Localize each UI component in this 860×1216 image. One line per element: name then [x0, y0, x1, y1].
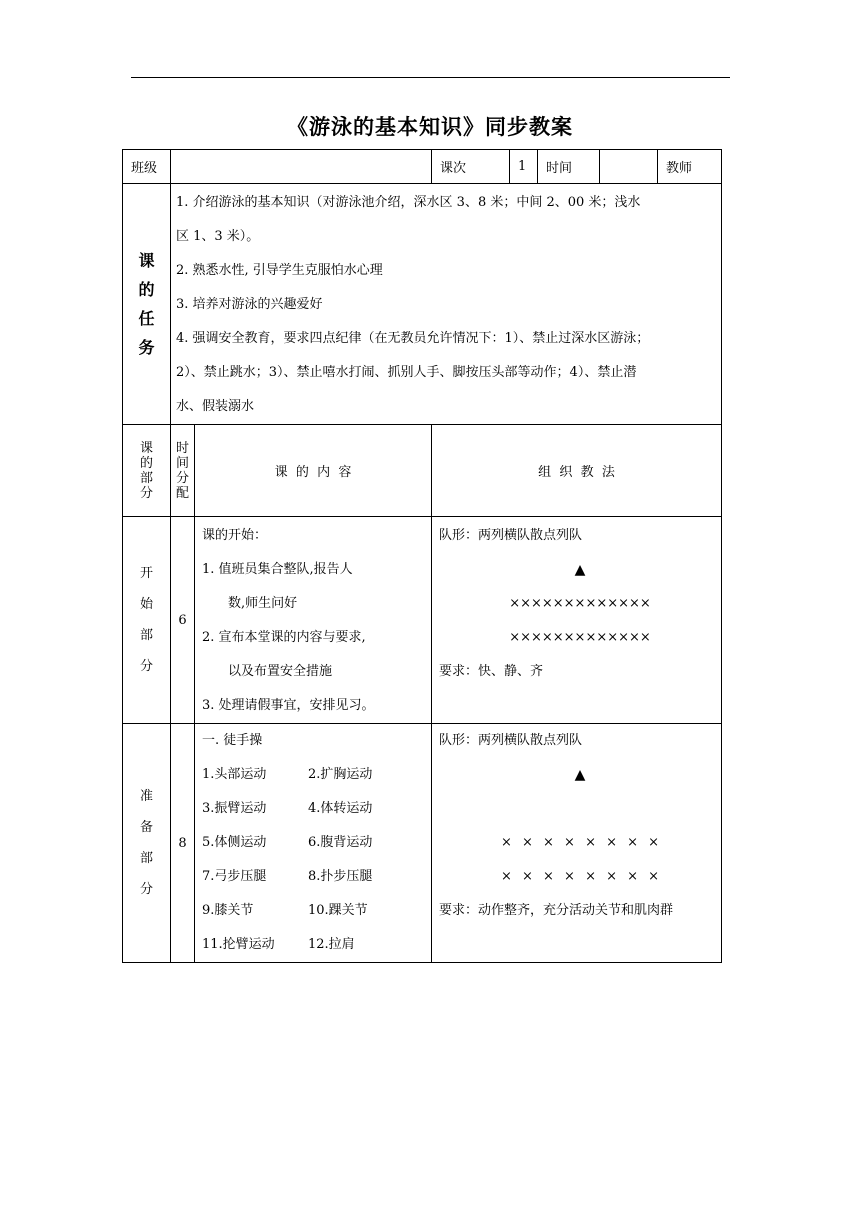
- task-item-4: 4. 强调安全教育，要求四点纪律（在无教员允许情况下：1）、禁止过深水区游泳； 2）、禁止跳水；3）、禁止嘻水打闹、抓别人手、脚按压头部等动作；4）、禁止潜 水、假装溺水: [176, 331, 650, 414]
- column-header-row: [123, 425, 722, 517]
- prep-minutes: 8: [171, 724, 195, 963]
- start-section-name: 开 始 部 分: [123, 517, 171, 724]
- exercise-item: 2.扩胸运动: [308, 767, 373, 782]
- start-item-2: 2. 宣布本堂课的内容与要求, 以及布置安全措施: [202, 630, 366, 679]
- start-item-1: 1. 值班员集合整队,报告人 数,师生问好: [202, 562, 353, 611]
- prep-content: [195, 724, 432, 963]
- exercise-item: 1.头部运动: [202, 767, 267, 782]
- task-item-3: 3. 培养对游泳的兴趣爱好: [176, 297, 323, 312]
- class-label: 班级: [123, 150, 171, 184]
- prep-requirement: 要求：动作整齐，充分活动关节和肌肉群: [439, 903, 674, 918]
- content-column-header: 课 的 内 容: [195, 425, 432, 517]
- prep-section-name: 准 备 部 分: [123, 724, 171, 963]
- top-rule: [131, 77, 730, 78]
- exercise-item: 4.体转运动: [308, 801, 373, 816]
- start-formation: 队形：两列横队散点列队: [439, 528, 583, 543]
- exercise-item: 3.振臂运动: [202, 801, 267, 816]
- prep-heading: 一. 徒手操: [202, 733, 263, 748]
- exercise-list: [195, 758, 431, 962]
- time-label: 时间: [538, 150, 600, 184]
- task-item-2: 2. 熟悉水性, 引导学生克服怕水心理: [176, 263, 383, 278]
- header-row: [123, 150, 722, 184]
- lesson-no-label: 课次: [432, 150, 510, 184]
- lesson-plan-table: [122, 149, 722, 963]
- student-row-2: × × × × × × × ×: [500, 869, 660, 884]
- student-row-2: ×××××××××××××: [509, 630, 651, 645]
- start-method: [432, 517, 722, 724]
- exercise-item: 6.腹背运动: [308, 835, 373, 850]
- prep-section-row: [123, 724, 722, 963]
- tasks-content: [171, 184, 722, 425]
- teacher-triangle-icon: ▲: [574, 562, 586, 578]
- prep-formation: 队形：两列横队散点列队: [439, 733, 583, 748]
- exercise-item: 10.踝关节: [308, 903, 368, 918]
- part-column-header: 课 的 部 分: [123, 425, 171, 517]
- exercise-item: 11.抡臂运动: [202, 937, 275, 952]
- class-value: [171, 150, 432, 184]
- exercise-item: 9.膝关节: [202, 903, 254, 918]
- exercise-item: 7.弓步压腿: [202, 869, 267, 884]
- start-requirement: 要求：快、静、齐: [439, 664, 544, 679]
- exercise-item: 12.拉肩: [308, 937, 355, 952]
- task-item-1: 1. 介绍游泳的基本知识（对游泳池介绍，深水区 3、8 米；中间 2、00 米；浅水 区 1、3 米）。: [176, 195, 641, 244]
- tasks-row: [123, 184, 722, 425]
- teacher-triangle-icon: ▲: [574, 767, 586, 783]
- teacher-label: 教师: [658, 150, 722, 184]
- start-minutes: 6: [171, 517, 195, 724]
- exercise-item: 5.体侧运动: [202, 835, 267, 850]
- start-section-row: [123, 517, 722, 724]
- student-row-1: ×××××××××××××: [509, 596, 651, 611]
- document-title: 《游泳的基本知识》同步教案: [287, 115, 573, 139]
- prep-method: [432, 724, 722, 963]
- student-row-1: × × × × × × × ×: [500, 835, 660, 850]
- time-column-header: 时 间 分 配: [171, 425, 195, 517]
- method-column-header: 组 织 教 法: [432, 425, 722, 517]
- lesson-no-value: 1: [510, 150, 538, 184]
- tasks-label: 课 的 任 务: [123, 184, 171, 425]
- start-content: 课的开始： 1. 值班员集合整队,报告人 数,师生问好 2. 宣布本堂课的内容与要求, 以及布置安全措施 3. 处理请假事宜，安排见习。: [195, 517, 432, 724]
- exercise-item: 8.扑步压腿: [308, 869, 373, 884]
- start-item-3: 3. 处理请假事宜，安排见习。: [202, 698, 375, 713]
- time-value: [600, 150, 658, 184]
